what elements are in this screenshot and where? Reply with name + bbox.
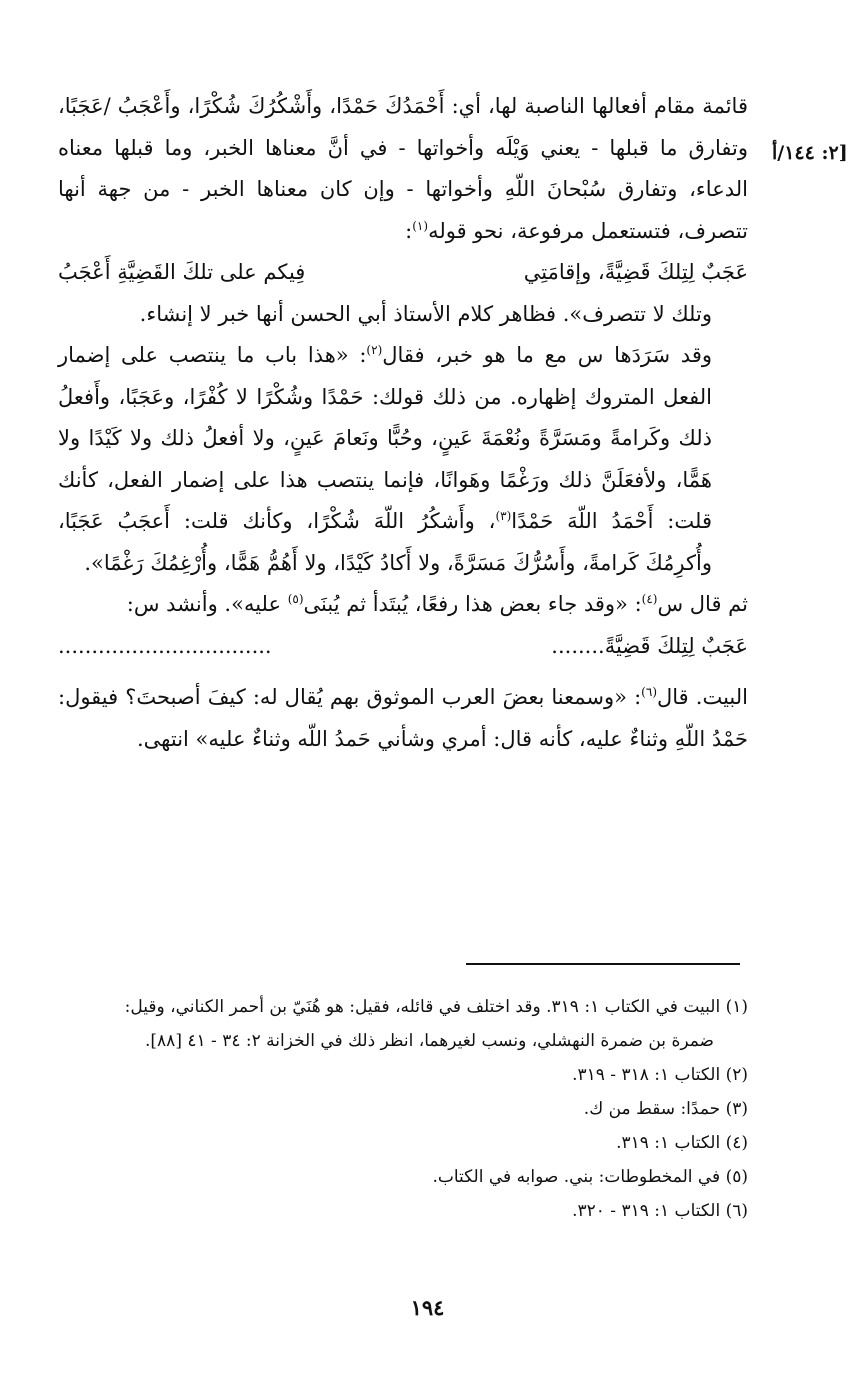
footnote-number: (٦) [725,1201,748,1221]
footnote-ref-4[interactable]: (٤) [641,592,658,606]
paragraph-3: وقد سَرَدَها س مع ما هو خبر، فقال$^{(٢)}$: «هذا باب ما ينتصب على إضمار الفعل المتروك إظهاره. من ذلك قولك: حَمْدًا وشُكْرًا لا كُفْرًا، وعَجَبًا، وأَفعلُ ذلك وكَرامةً ومَسَرَّةً ونُعْمَةَ عَينٍ، وحُبًّا ونَعامَ عَينٍ، ولا أفعلُ ذلك ولا كَيْدًا ولا هَمًّا، ولأفعَلَنَّ ذلك ورَغْمًا وهَوانًا، فإنما ينتصب هذا على إضمار الفعل، كأنك قلت: أَحْمَدُ اللّهَ حَمْدًا$^{(٣)}$، وأَشكُرُ اللّهَ شُكْرًا، وكأنك قلت: أَعجَبُ عَجَبًا، وأُكرِمُكَ كَرامةً، وأَسُرُّكَ مَسَرَّةً، ولا أَكادُ كَيْدًا، ولا أَهُمُّ هَمًّا، وأُرْغِمُكَ رَغْمًا». [58,343,713,575]
footnote-3: (٣) حمدًا: سقط من ك. [583,1099,748,1119]
footnote-ref-3[interactable]: (٣) [495,509,512,523]
verse-2-second-hemistich: ................................ [58,633,272,658]
verse-2 [58,626,748,668]
footnote-1-continuation: ضمرة بن ضمرة النهشلي، ونسب لغيرهما، انظر ذلك في الخزانة ٢: ٣٤ - ٤١ [٨٨]. [145,1031,714,1051]
verse-2-first-hemistich: عَجَبٌ لِتِلكَ قَضِيَّةً........ [551,633,748,658]
main-text [58,86,748,760]
footnote-ref-2[interactable]: (٢) [366,343,383,357]
footnote-separator [466,963,740,965]
margin-folio-reference: ٢: ١٤٤/أ] [772,142,848,164]
footnote-number: (١) [725,997,748,1017]
footnote-ref-6[interactable]: (٦) [641,685,657,699]
footnote-number: (٥) [725,1167,748,1187]
footnote-ref-1[interactable]: (١) [412,218,429,233]
footnote-number: (٢) [725,1065,748,1085]
verse-1-second-hemistich: فِيكم على تلكَ القَضِيَّةِ أَعْجَبُ [58,260,306,284]
footnote-4: (٤) الكتاب ١: ٣١٩. [616,1133,748,1153]
footnote-number: (٣) [725,1099,748,1119]
footnote-2: (٢) الكتاب ١: ٣١٨ - ٣١٩. [572,1065,748,1085]
paragraph-4: ثم قال س$^{(٤)}$: «وقد جاء بعض هذا رفعًا، يُبتَدأ ثم يُبنَى$^{(٥)}$ عليه». وأنشد س: [126,592,748,616]
footnote-5: (٥) في المخطوطات: بني. صوابه في الكتاب. [432,1167,748,1187]
footnotes [58,990,748,1228]
footnote-1: (١) البيت في الكتاب ١: ٣١٩. وقد اختلف في قائله، فقيل: هو هُنَيّ بن أحمر الكناني، وقيل: [124,997,748,1017]
paragraph-2: وتلك لا تتصرف». فظاهر كلام الأستاذ أبي الحسن أنها خبر لا إنشاء. [139,301,712,326]
paragraph-5: البيت. قال$^{(٦)}$: «وسمعنا بعضَ العرب الموثوق بهم يُقال له: كيفَ أصبحتَ؟ فيقول: حَمْدُ اللّهِ وثناءٌ عليه، كأنه قال: أمري وشأني حَمدُ اللّه وثناءٌ عليه» انتهى. [58,685,748,751]
verse-1-first-hemistich: عَجَبٌ لِتِلكَ قَضِيَّةً، وإقامَتِي [523,260,748,284]
footnote-number: (٤) [725,1133,748,1153]
page-number: ١٩٤ [410,1295,445,1320]
footnote-ref-5[interactable]: (٥) [287,592,304,606]
footnote-6: (٦) الكتاب ١: ٣١٩ - ٣٢٠. [572,1201,748,1221]
verse-1 [58,252,748,294]
paragraph-1: قائمة مقام أفعالها الناصبة لها، أي: أَحْمَدُكَ حَمْدًا، وأَشْكُرُكَ شُكْرًا، وأَعْجَبُ /عَجَبًا، وتفارق ما قبلها - يعني وَيْلَه وأخواتها - في أنَّ معناها الخبر، وما قبلها معناه الدعاء، وتفارق سُبْحانَ اللّهِ وأخواتها - وإن كان معناها الخبر - من جهة أنها تتصرف، فتستعمل مرفوعة، نحو قوله$^{(١)}$: [58,94,748,243]
